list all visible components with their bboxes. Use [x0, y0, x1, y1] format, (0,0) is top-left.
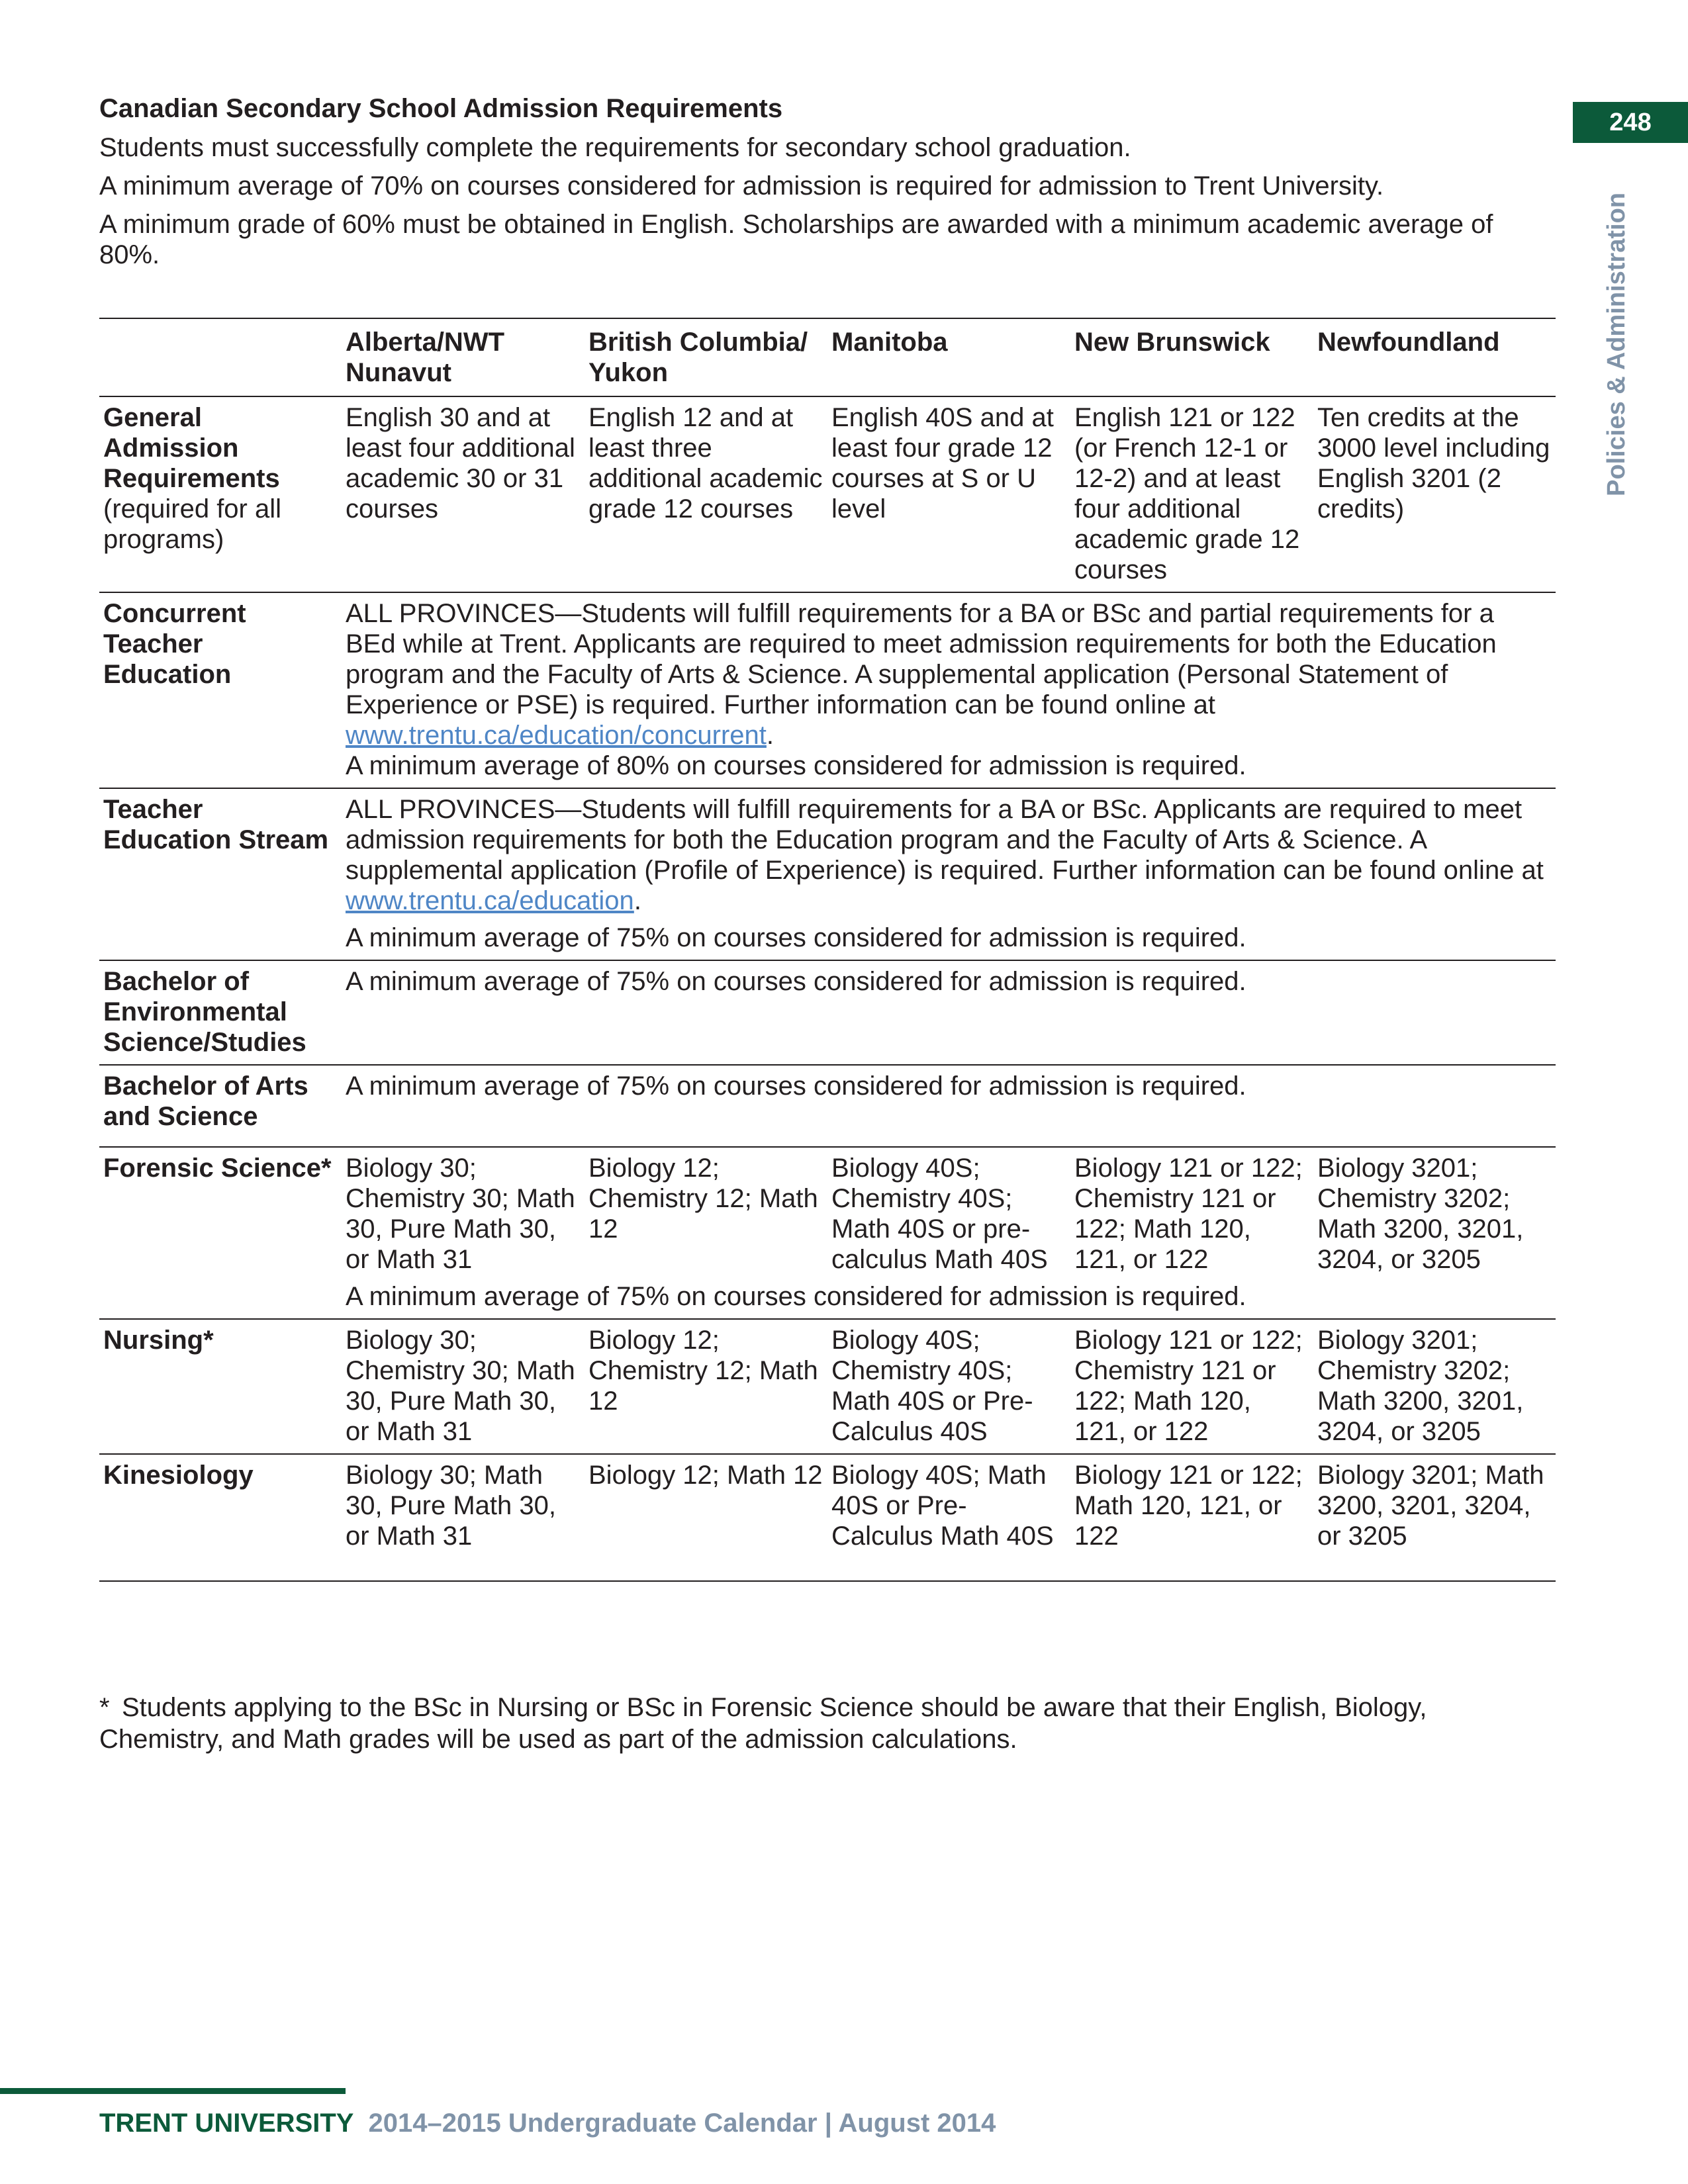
- cell-manitoba: Biology 40S; Math 40S or Pre-Calculus Math 40S: [827, 1454, 1070, 1581]
- row-label: Bachelor of Environmental Science/Studies: [99, 960, 342, 1065]
- intro-text: [99, 132, 1523, 278]
- header-newfoundland: Newfoundland: [1313, 318, 1556, 396]
- cell-manitoba: English 40S and at least four grade 12 courses at S or U level: [831, 403, 1054, 523]
- cell-british-columbia: English 12 and at least three additional academic grade 12 courses: [588, 403, 823, 523]
- cell-newfoundland: Biology 3201; Chemistry 3202; Math 3200, 3201, 3204, or 3205: [1313, 1319, 1556, 1454]
- cell-newfoundland: Biology 3201; Math 3200, 3201, 3204, or 3205: [1313, 1454, 1556, 1581]
- side-label-text: Policies & Administration: [1602, 193, 1630, 496]
- row-general-admission: [99, 396, 1556, 592]
- row-forensic-note: [99, 1281, 1556, 1319]
- row-label-empty: [99, 1281, 342, 1319]
- footer-accent-bar: [0, 2088, 346, 2094]
- concurrent-text: ALL PROVINCES—Students will fulfill requirements for a BA or BSc and partial requirements for a BEd while at Trent. Applicants are required to meet admission requirements for both the Education program and the Faculty of Arts & Science. A supplemental application (Personal Statement of Experience or PSE) is required. Further information can be found online at: [346, 599, 1497, 719]
- cell-new-brunswick: Biology 121 or 122; Chemistry 121 or 122; Math 120, 121, or 122: [1070, 1319, 1313, 1454]
- row-label: Kinesiology: [99, 1454, 342, 1581]
- header-alberta: Alberta/NWT Nunavut: [342, 318, 585, 396]
- cell-alberta: English 30 and at least four additional academic 30 or 31 courses: [346, 403, 575, 523]
- row-kinesiology: [99, 1454, 1556, 1581]
- cell-british-columbia: Biology 12; Chemistry 12; Math 12: [585, 1147, 827, 1281]
- cell-new-brunswick: English 121 or 122 (or French 12-1 or 12-2) and at least four additional academic grade 12 courses: [1074, 403, 1300, 584]
- row-arts-and-science: [99, 1065, 1556, 1147]
- cell-alberta: Biology 30; Chemistry 30; Math 30, Pure Math 30, or Math 31: [342, 1147, 585, 1281]
- row-concurrent-teacher-education: [99, 592, 1556, 788]
- row-label: Bachelor of Arts and Science: [99, 1065, 342, 1147]
- stream-text: ALL PROVINCES—Students will fulfill requirements for a BA or BSc. Applicants are required to meet admission requirements for both the Education program and the Faculty of Arts & Science. A supplemental application (Profile of Experience) is required. Further information can be found online at: [346, 795, 1544, 885]
- stream-min-average: A minimum average of 75% on courses considered for admission is required.: [346, 923, 1246, 952]
- row-label: Teacher Education Stream: [99, 788, 342, 960]
- cell-alberta: Biology 30; Chemistry 30; Math 30, Pure Math 30, or Math 31: [342, 1319, 585, 1454]
- table-header-row: [99, 318, 1556, 396]
- cell-new-brunswick: Biology 121 or 122; Math 120, 121, or 122: [1070, 1454, 1313, 1581]
- intro-paragraph: A minimum grade of 60% must be obtained in English. Scholarships are awarded with a minimum academic average of 80%.: [99, 210, 1493, 269]
- header-british-columbia: British Columbia/ Yukon: [585, 318, 827, 396]
- row-sublabel: (required for all programs): [103, 494, 282, 554]
- cell-all-provinces: ALL PROVINCES—Students will fulfill requirements for a BA or BSc and partial requirements for a BEd while at Trent. Applicants are required to meet admission requirements for both the Education program and the Faculty of Arts & Science. A supplemental application (Personal Statement of Experience or PSE) is required. Further information can be found online at www.trentu.ca/education/concurrent. A minimum average of 80% on courses considered for admission is required.: [342, 592, 1556, 788]
- row-label-text: General Admission Requirements: [103, 403, 280, 493]
- admission-requirements-table: [99, 318, 1556, 1582]
- row-label: [99, 396, 342, 592]
- cell-manitoba: Biology 40S; Chemistry 40S; Math 40S or pre-calculus Math 40S: [827, 1147, 1070, 1281]
- cell-newfoundland: Biology 3201; Chemistry 3202; Math 3200, 3201, 3204, or 3205: [1313, 1147, 1556, 1281]
- header-manitoba: Manitoba: [827, 318, 1070, 396]
- row-label: Concurrent Teacher Education: [99, 592, 342, 788]
- intro-paragraph: Students must successfully complete the requirements for secondary school graduation.: [99, 133, 1131, 162]
- education-link[interactable]: www.trentu.ca/education: [346, 886, 634, 915]
- row-forensic-science: [99, 1147, 1556, 1281]
- section-side-label: [1597, 165, 1636, 496]
- concurrent-education-link[interactable]: www.trentu.ca/education/concurrent: [346, 721, 767, 750]
- footnote-text: Students applying to the BSc in Nursing or BSc in Forensic Science should be aware that their English, Biology, Chemistry, and Math grades will be used as part of the admission calculations.: [99, 1693, 1427, 1754]
- cell-all-provinces: A minimum average of 75% on courses considered for admission is required.: [342, 960, 1556, 1065]
- forensic-min-average: A minimum average of 75% on courses considered for admission is required.: [346, 1282, 1246, 1311]
- footnote: [99, 1692, 1556, 1755]
- cell-new-brunswick: Biology 121 or 122; Chemistry 121 or 122; Math 120, 121, or 122: [1070, 1147, 1313, 1281]
- row-label: Nursing*: [99, 1319, 342, 1454]
- row-teacher-education-stream: [99, 788, 1556, 960]
- row-environmental-science: [99, 960, 1556, 1065]
- cell-british-columbia: Biology 12; Math 12: [585, 1454, 827, 1581]
- concurrent-min-average: A minimum average of 80% on courses considered for admission is required.: [346, 751, 1246, 780]
- header-cell-empty: [99, 318, 342, 396]
- footer-university: TRENT UNIVERSITY: [99, 2109, 354, 2138]
- cell-all-provinces: A minimum average of 75% on courses considered for admission is required.: [342, 1065, 1556, 1147]
- page-number: 248: [1573, 102, 1688, 143]
- footer-calendar-title: 2014–2015 Undergraduate Calendar | August 2014: [368, 2109, 996, 2138]
- section-title: Canadian Secondary School Admission Requirements: [99, 94, 783, 123]
- cell-alberta: Biology 30; Math 30, Pure Math 30, or Math 31: [342, 1454, 585, 1581]
- cell-british-columbia: Biology 12; Chemistry 12; Math 12: [585, 1319, 827, 1454]
- cell-newfoundland: Ten credits at the 3000 level including English 3201 (2 credits): [1317, 403, 1550, 523]
- cell-manitoba: Biology 40S; Chemistry 40S; Math 40S or Pre-Calculus 40S: [827, 1319, 1070, 1454]
- page-footer: [99, 2109, 996, 2138]
- header-new-brunswick: New Brunswick: [1070, 318, 1313, 396]
- intro-paragraph: A minimum average of 70% on courses considered for admission is required for admission to Trent University.: [99, 171, 1384, 201]
- footnote-marker: *: [99, 1693, 110, 1722]
- row-label: Forensic Science*: [99, 1147, 342, 1281]
- cell-all-provinces: ALL PROVINCES—Students will fulfill requirements for a BA or BSc. Applicants are required to meet admission requirements for both the Education program and the Faculty of Arts & Science. A supplemental application (Profile of Experience) is required. Further information can be found online at www.trentu.ca/education. A minimum average of 75% on courses considered for admission is required.: [342, 788, 1556, 960]
- row-nursing: [99, 1319, 1556, 1454]
